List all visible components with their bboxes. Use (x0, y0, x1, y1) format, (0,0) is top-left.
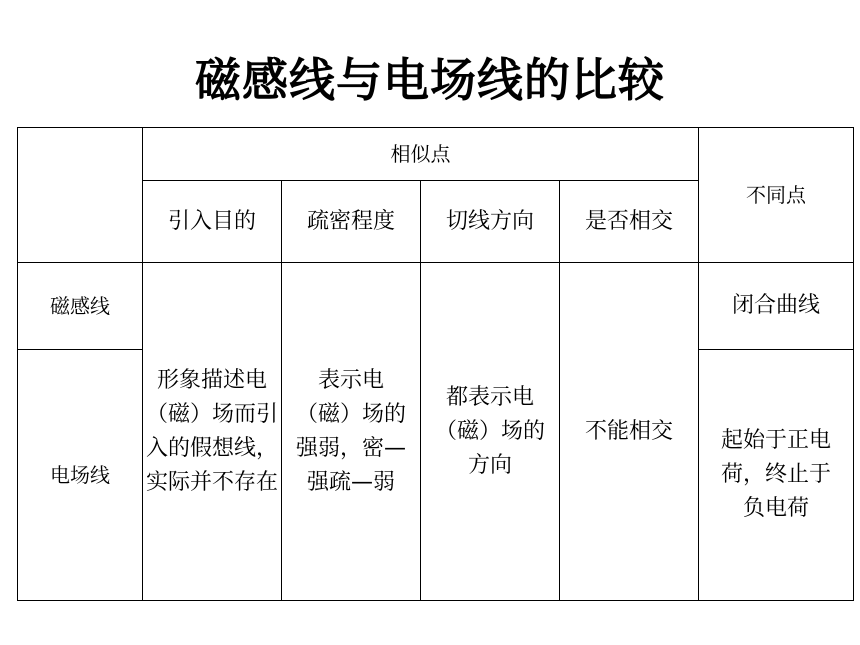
row-diff-electric-lines-text: 起始于正电荷，终止于负电荷 (720, 428, 831, 521)
header-similarities: 相似点 (143, 128, 699, 181)
cell-tangent (421, 263, 560, 601)
row-label-electric-lines: 电场线 (18, 350, 143, 601)
header-col-density: 疏密程度 (282, 181, 421, 263)
row-diff-electric-lines (699, 350, 854, 601)
cell-purpose (143, 263, 282, 601)
table-header-row-1 (18, 128, 854, 181)
cell-density-text: 表示电（磁）场的强弱，密—强疏—弱 (296, 367, 407, 495)
header-col-tangent: 切线方向 (421, 181, 560, 263)
table-row (18, 263, 854, 350)
header-col-intersect: 是否相交 (560, 181, 699, 263)
cell-tangent-text: 都表示电（磁）场的方向 (434, 384, 545, 478)
page-title: 磁感线与电场线的比较 (195, 53, 665, 107)
cell-intersect: 不能相交 (560, 263, 699, 601)
comparison-table (17, 127, 854, 601)
row-diff-magnetic-lines: 闭合曲线 (699, 263, 854, 350)
cell-purpose-text: 形象描述电（磁）场而引入的假想线，实际并不存在 (145, 367, 278, 495)
header-corner-cell (18, 128, 143, 263)
cell-density (282, 263, 421, 601)
header-differences: 不同点 (699, 128, 854, 263)
row-label-magnetic-lines: 磁感线 (18, 263, 143, 350)
header-col-purpose: 引入目的 (143, 181, 282, 263)
